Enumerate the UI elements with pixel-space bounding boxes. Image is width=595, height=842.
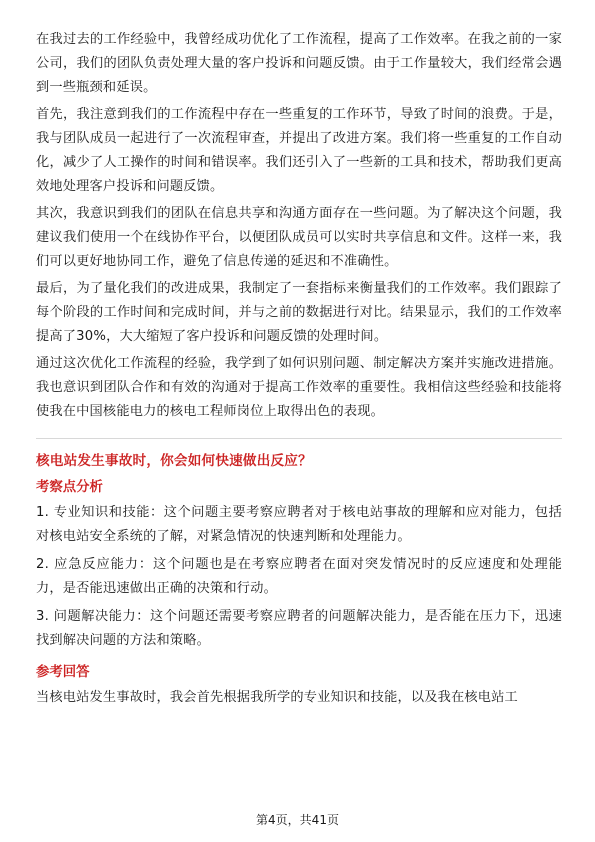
page-content [36,28,562,714]
body-paragraph-4: 最后，为了量化我们的改进成果，我制定了一套指标来衡量我们的工作效率。我们跟踪了每个阶段的工作时间和完成时间，并与之前的数据进行对比。结果显示，我们的工作效率提高了30%，大大缩短了客户投诉和问题反馈的处理时间。 [36,281,562,344]
analysis-item-2: 2. 应急反应能力：这个问题也是在考察应聘者在面对突发情况时的反应速度和处理能力，是否能迅速做出正确的决策和行动。 [36,557,562,596]
analysis-heading: 考察点分析 [36,480,103,495]
body-paragraph-1: 在我过去的工作经验中，我曾经成功优化了工作流程，提高了工作效率。在我之前的一家公司，我们的团队负责处理大量的客户投诉和问题反馈。由于工作量较大，我们经常会遇到一些瓶颈和延误。 [36,32,562,95]
body-paragraph-3: 其次，我意识到我们的团队在信息共享和沟通方面存在一些问题。为了解决这个问题，我建议我们使用一个在线协作平台，以便团队成员可以实时共享信息和文件。这样一来，我们可以更好地协同工作，避免了信息传递的延迟和不准确性。 [36,206,562,269]
analysis-item-1: 1. 专业知识和技能：这个问题主要考察应聘者对于核电站事故的理解和应对能力，包括对核电站安全系统的了解，对紧急情况的快速判断和处理能力。 [36,505,562,544]
body-paragraph-5: 通过这次优化工作流程的经验，我学到了如何识别问题、制定解决方案并实施改进措施。我也意识到团队合作和有效的沟通对于提高工作效率的重要性。我相信这些经验和技能将使我在中国核能电力的核电工程师岗位上取得出色的表现。 [36,356,562,419]
section-divider [36,438,562,439]
answer-heading: 参考回答 [36,665,90,680]
body-paragraph-2: 首先，我注意到我们的工作流程中存在一些重复的工作环节，导致了时间的浪费。于是，我与团队成员一起进行了一次流程审查，并提出了改进方案。我们将一些重复的工作自动化，减少了人工操作的时间和错误率。我们还引入了一些新的工具和技术，帮助我们更高效地处理客户投诉和问题反馈。 [36,107,562,194]
question-heading: 核电站发生事故时，你会如何快速做出反应？ [36,453,312,469]
page-number: 第4页，共41页 [256,813,339,827]
analysis-item-3: 3. 问题解决能力：这个问题还需要考察应聘者的问题解决能力，是否能在压力下，迅速找到解决问题的方法和策略。 [36,609,562,648]
answer-text: 当核电站发生事故时，我会首先根据我所学的专业知识和技能，以及我在核电站工 [36,690,518,705]
